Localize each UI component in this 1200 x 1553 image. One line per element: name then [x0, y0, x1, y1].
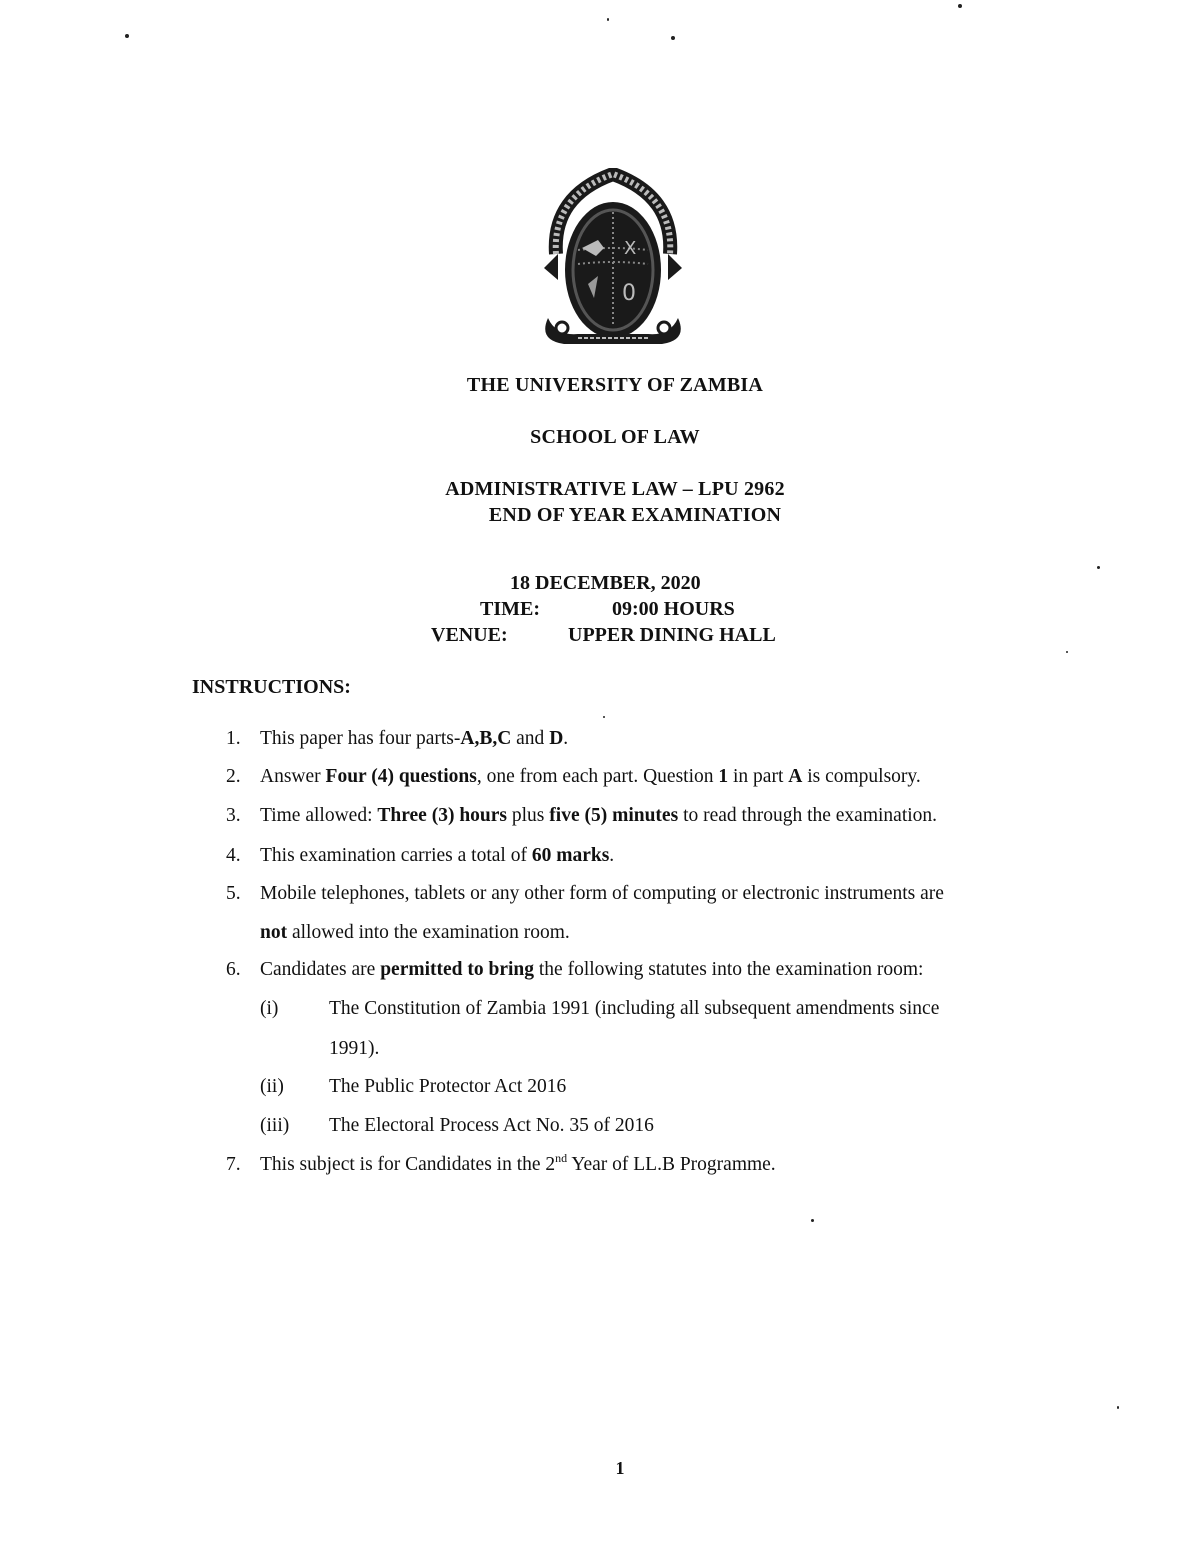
subitem-text: 1991). [329, 1038, 380, 1059]
subitem-text: The Constitution of Zambia 1991 (including all subsequent amendments since [329, 998, 940, 1019]
exam-date: 18 DECEMBER, 2020 [510, 572, 701, 594]
item-text: Candidates are permitted to bring the following statutes into the examination room: [260, 959, 924, 980]
venue-value: UPPER DINING HALL [568, 624, 776, 646]
item-number: 2. [226, 766, 241, 787]
item-text: Time allowed: Three (3) hours plus five (5) minutes to read through the examination. [260, 805, 938, 826]
instructions-heading: INSTRUCTIONS: [192, 676, 351, 698]
time-value: 09:00 HOURS [612, 598, 735, 620]
scan-speck [811, 1219, 814, 1222]
item-number: 7. [226, 1154, 241, 1175]
university-name: THE UNIVERSITY OF ZAMBIA [466, 374, 764, 396]
item-number: 6. [226, 959, 241, 980]
item-number: 5. [226, 883, 241, 904]
subitem-number: (ii) [260, 1076, 284, 1097]
scan-speck [1117, 1406, 1119, 1409]
scan-speck [603, 716, 605, 718]
svg-text:X: X [624, 238, 637, 259]
subitem-number: (iii) [260, 1115, 290, 1136]
item-number: 1. [226, 728, 241, 749]
item-number: 3. [226, 805, 241, 826]
university-crest-logo [538, 168, 688, 360]
exam-title: END OF YEAR EXAMINATION [488, 504, 782, 526]
scan-speck [958, 4, 962, 8]
item-text: This subject is for Candidates in the 2nd Year of LL.B Programme. [260, 1151, 776, 1175]
scan-speck [125, 34, 129, 38]
item-text: not allowed into the examination room. [260, 922, 570, 943]
time-label: TIME: [480, 598, 540, 620]
school-name: SCHOOL OF LAW [530, 426, 700, 448]
subitem-number: (i) [260, 998, 279, 1019]
subitem-text: The Public Protector Act 2016 [329, 1076, 567, 1097]
item-text: Answer Four (4) questions, one from each part. Question 1 in part A is compulsory. [260, 766, 921, 787]
scan-speck [1066, 651, 1068, 653]
venue-label: VENUE: [431, 624, 508, 646]
item-number: 4. [226, 845, 241, 866]
subitem-text: The Electoral Process Act No. 35 of 2016 [329, 1115, 654, 1136]
scan-speck [607, 18, 609, 21]
item-text: Mobile telephones, tablets or any other form of computing or electronic instruments are [260, 883, 944, 904]
scan-speck [1097, 566, 1100, 569]
scan-speck [671, 36, 675, 40]
course-title: ADMINISTRATIVE LAW – LPU 2962 [445, 478, 785, 500]
item-text: This paper has four parts-A,B,C and D. [260, 728, 569, 749]
item-text: This examination carries a total of 60 marks. [260, 845, 615, 866]
svg-text:0: 0 [622, 281, 636, 306]
page-number: 1 [615, 1458, 625, 1478]
